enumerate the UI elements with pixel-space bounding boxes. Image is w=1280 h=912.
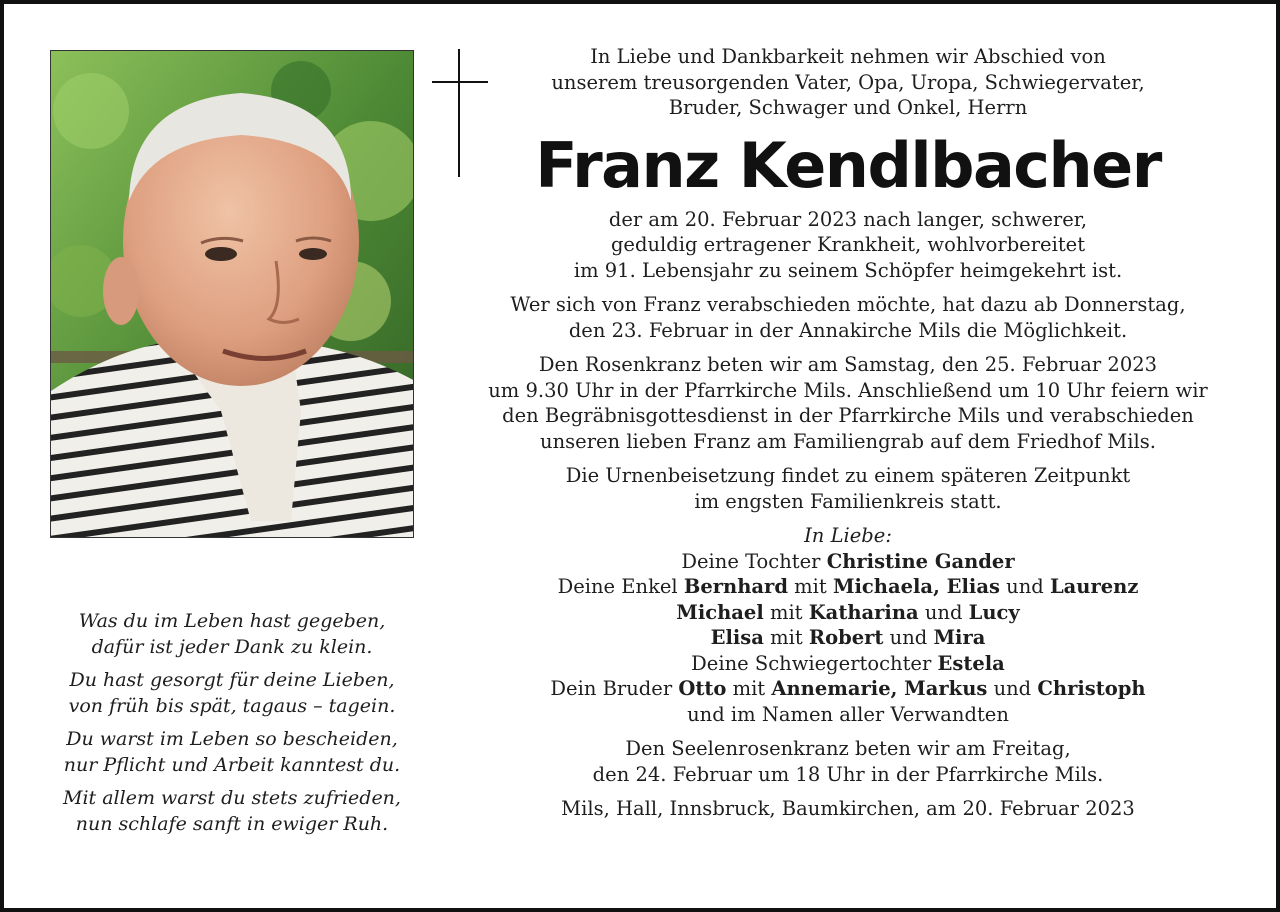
obituary-text xyxy=(474,44,1222,822)
poem-stanza: Du hast gesorgt für deine Lieben, von früh bis spät, tagaus – tagein. xyxy=(68,669,396,717)
portrait-illustration xyxy=(51,51,414,538)
in-liebe-heading: In Liebe: xyxy=(804,524,892,547)
urn-notice: Die Urnenbeisetzung findet zu einem späteren Zeitpunkt im engsten Familienkreis statt. xyxy=(565,464,1131,513)
family-list: Deine Tochter Christine Gander Deine Enkel Bernhard mit Michaela, Elias und Laurenz Michael mit Katharina und Lucy Elisa mit Robert und Mira Deine Schwiegertochter Estela Dein Bruder Otto mit Annemarie, Markus und Christoph und im Namen aller Verwandten xyxy=(550,549,1146,726)
farewell-notice: Wer sich von Franz verabschieden möchte, hat dazu ab Donnerstag, den 23. Februar in der Annakirche Mils die Möglichkeit. xyxy=(510,293,1186,342)
rosary-notice: Den Rosenkranz beten wir am Samstag, den 25. Februar 2023 um 9.30 Uhr in der Pfarrkirche Mils. Anschließend um 10 Uhr feiern wir den Begräbnisgottesdienst in der Pfarrkirche Mils und verabschieden unseren lieben Franz am Familiengrab auf dem Friedhof Mils. xyxy=(488,353,1208,453)
poem-stanza: Mit allem warst du stets zufrieden, nun schlafe sanft in ewiger Ruh. xyxy=(63,787,401,835)
place-date: Mils, Hall, Innsbruck, Baumkirchen, am 20. Februar 2023 xyxy=(561,797,1135,820)
poem-stanza: Was du im Leben hast gegeben, dafür ist jeder Dank zu klein. xyxy=(78,610,386,658)
memorial-poem xyxy=(44,608,420,844)
deceased-name: Franz Kendlbacher xyxy=(535,128,1161,202)
intro-text: In Liebe und Dankbarkeit nehmen wir Abschied von unserem treusorgenden Vater, Opa, Uropa, Schwiegervater, Bruder, Schwager und Onkel, Herrn xyxy=(551,45,1145,119)
poem-stanza: Du warst im Leben so bescheiden, nur Pflicht und Arbeit kanntest du. xyxy=(63,728,401,776)
death-notice: der am 20. Februar 2023 nach langer, schwerer, geduldig ertragener Krankheit, wohlvorbereitet im 91. Lebensjahr zu seinem Schöpfer heimgekehrt ist. xyxy=(573,207,1123,282)
portrait-photo xyxy=(50,50,414,538)
soul-rosary-notice: Den Seelenrosenkranz beten wir am Freitag, den 24. Februar um 18 Uhr in der Pfarrkirche Mils. xyxy=(592,737,1104,786)
